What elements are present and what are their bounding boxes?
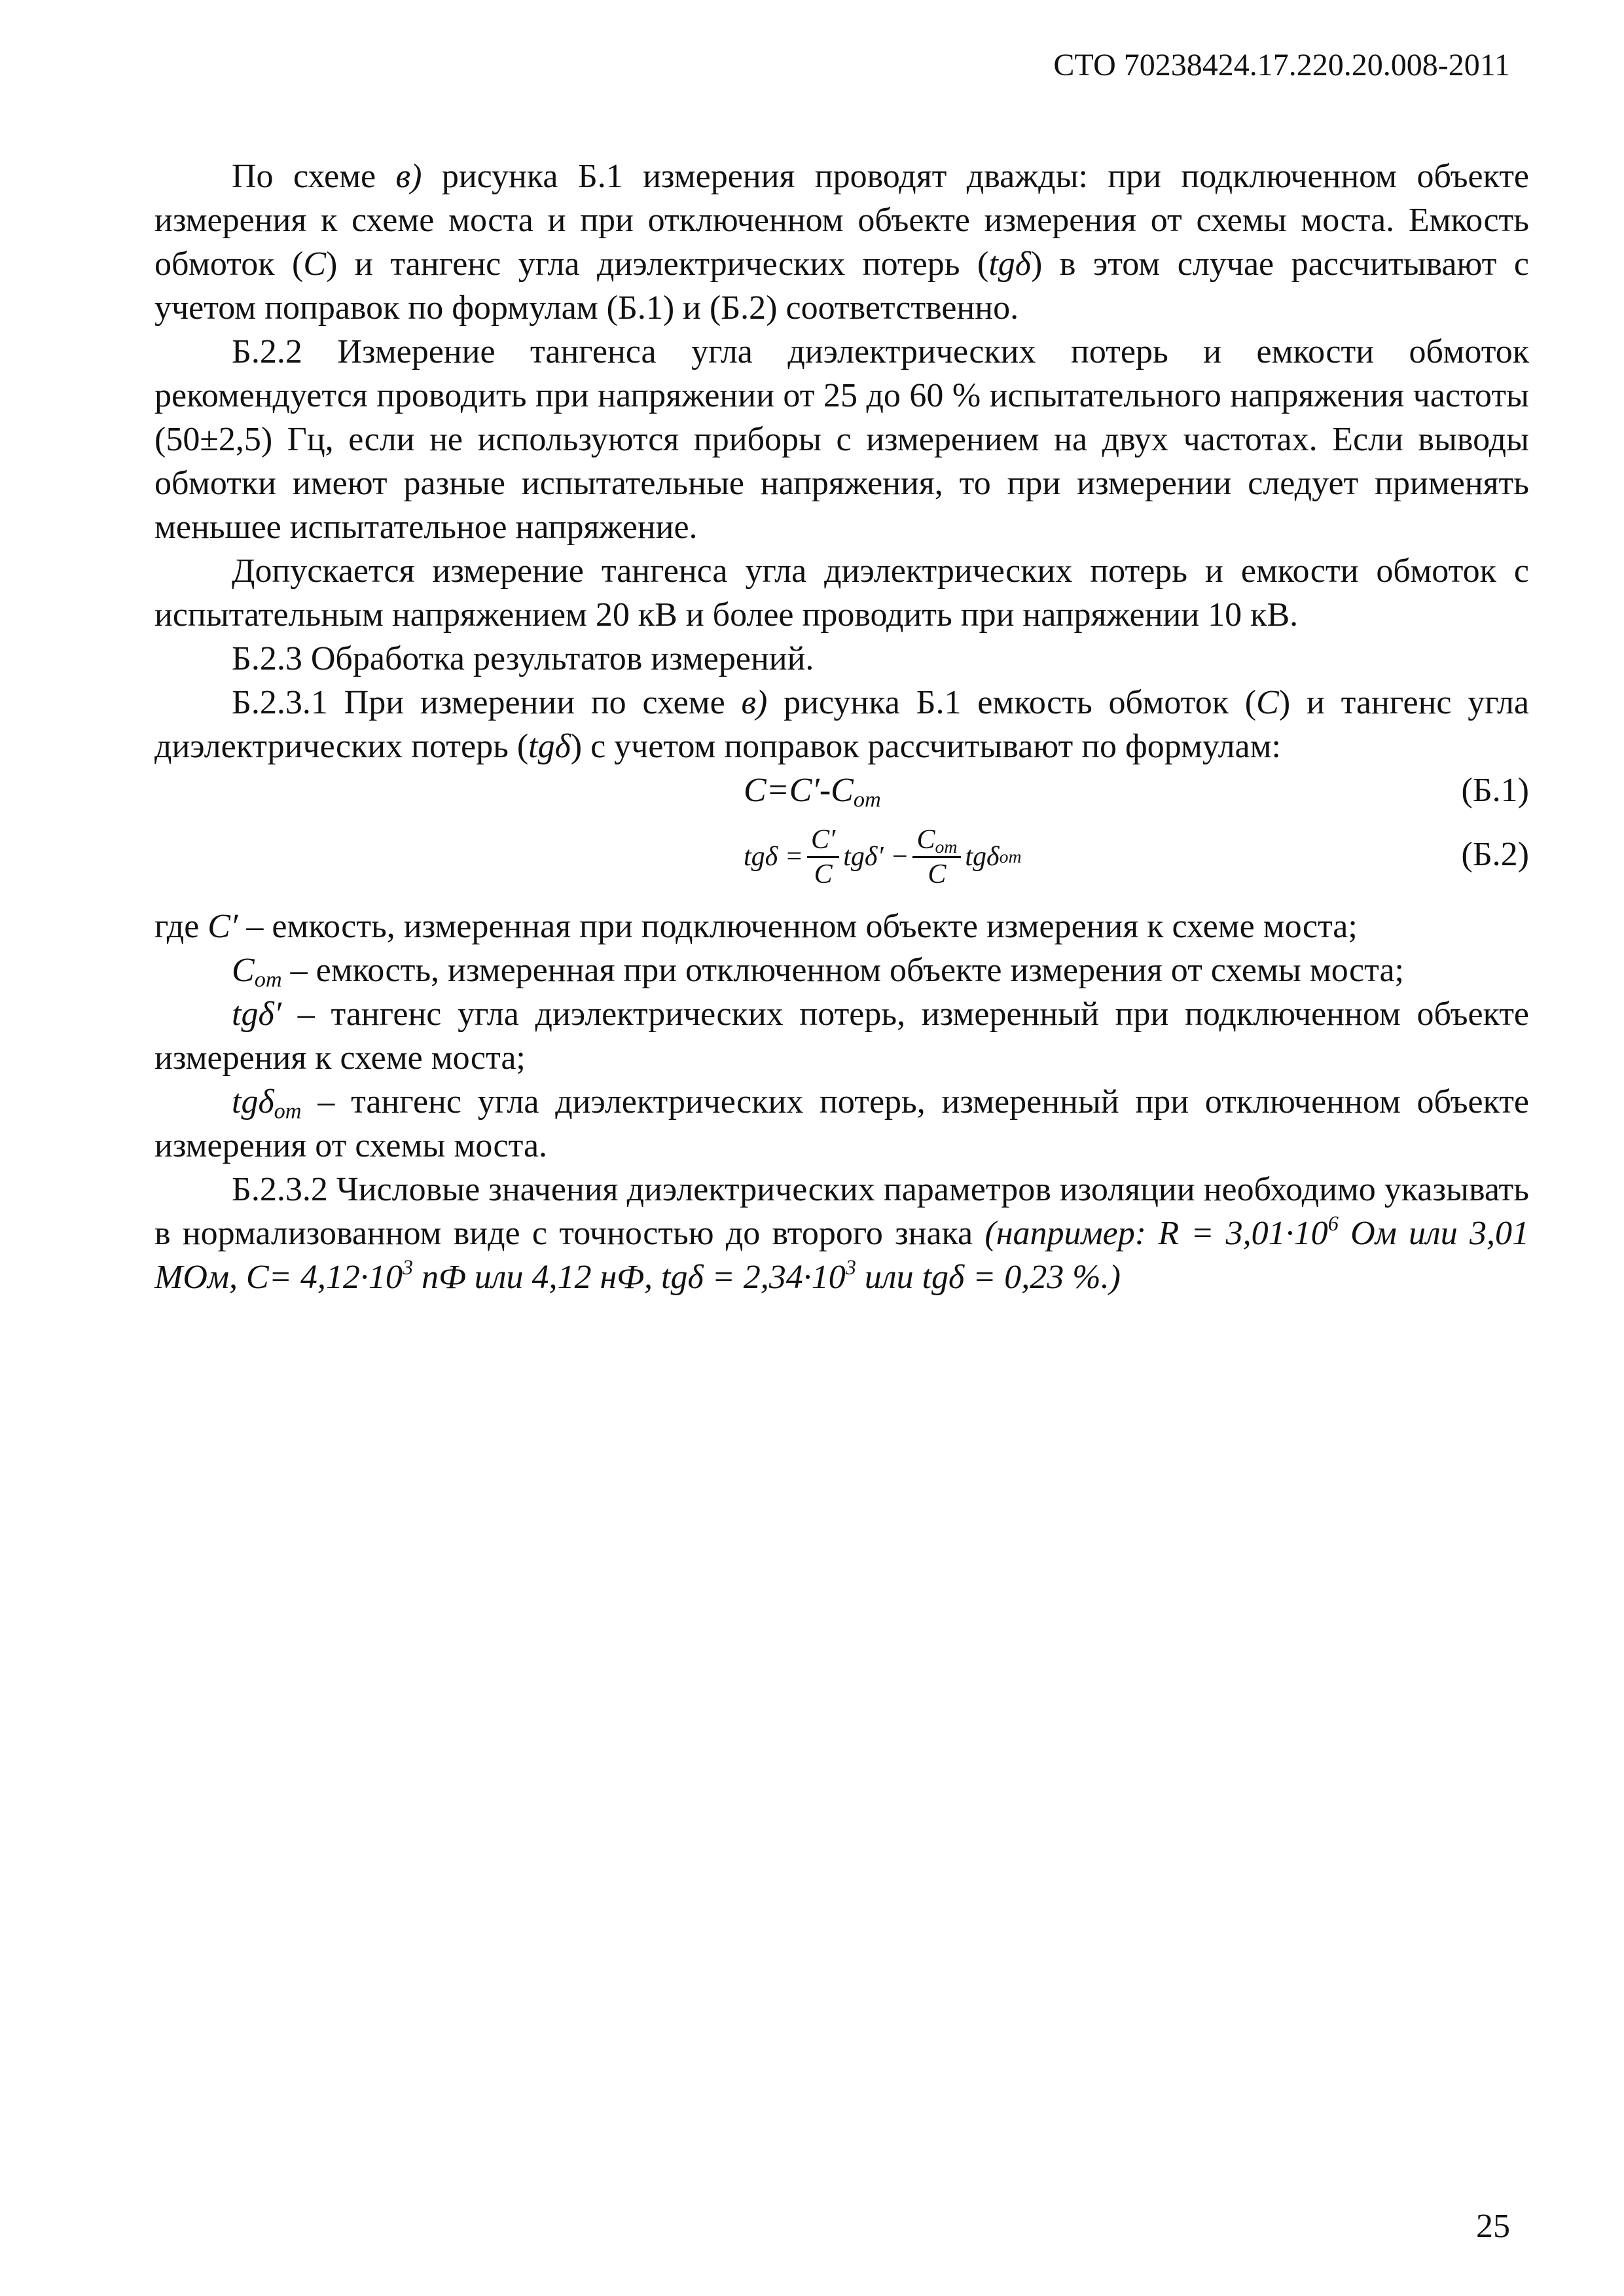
variable-tgd-ot xyxy=(232,1083,302,1124)
text-run: ) в этом случае рассчитывают с учетом поправок по формулам (Б.1) и (Б.2) соответственно. xyxy=(154,245,1529,327)
where-definition: – тангенс угла диэлектрических потерь, измеренный при подключенном объекте измерения к схеме моста; xyxy=(154,996,1529,1077)
where-lead: где xyxy=(154,908,208,945)
variable-tgd-prime: tgδ′ xyxy=(232,996,281,1033)
variable-c: C xyxy=(303,245,327,283)
fraction-c-ot-over-c xyxy=(912,823,961,891)
formula-b2-mid: tgδ′ − xyxy=(843,841,909,872)
where-item-c-prime xyxy=(154,905,1529,948)
text-run: ) с учетом поправок рассчитывают по формулам: xyxy=(570,728,1281,765)
formula-b1 xyxy=(154,768,1529,818)
formula-b2-lhs: tgδ = xyxy=(744,841,804,872)
variable-tgd: tgδ xyxy=(988,245,1031,283)
paragraph-b-2-3-2 xyxy=(154,1168,1529,1299)
document-code-header: СТО 70238424.17.220.20.008-2011 xyxy=(1053,48,1510,82)
variable-sub: от xyxy=(274,1098,302,1124)
numerator-main: C xyxy=(916,824,935,855)
variable-main: tgδ xyxy=(232,1083,274,1121)
document-body xyxy=(154,154,1529,1299)
variable-c: C xyxy=(1256,684,1279,721)
scheme-ref: в) xyxy=(395,158,422,195)
text-run: Б.2.3.1 При измерении по схеме xyxy=(232,684,742,721)
scheme-ref: в) xyxy=(741,684,768,721)
formula-b2 xyxy=(154,818,1529,895)
note-run: пФ или 4,12 нФ, tgδ = 2,34·10 xyxy=(412,1259,846,1296)
where-definition: – тангенс угла диэлектрических потерь, измеренный при отключенном объекте измерения от схемы моста. xyxy=(154,1083,1529,1164)
note-exponent: 3 xyxy=(402,1255,413,1280)
variable-sub: от xyxy=(254,967,282,992)
variable-main: C xyxy=(232,952,255,989)
formula-b1-sub: от xyxy=(853,787,881,812)
formula-b2-number: (Б.2) xyxy=(1461,836,1529,873)
paragraph-b-2-3: Б.2.3 Обработка результатов измерений. xyxy=(232,640,814,677)
note-exponent: 6 xyxy=(1327,1211,1339,1236)
where-item-tgd-ot xyxy=(154,1080,1529,1168)
formula-b1-number: (Б.1) xyxy=(1461,772,1529,809)
where-item-tgd-prime xyxy=(154,992,1529,1080)
text-run: ) и тангенс угла диэлектрических потерь ( xyxy=(326,245,989,283)
variable-c-prime: C′ xyxy=(208,908,238,945)
note-run: или tgδ = 0,23 %.) xyxy=(856,1259,1121,1296)
text-run: рисунка Б.1 емкость обмоток ( xyxy=(767,684,1257,721)
text-run: По схеме xyxy=(232,158,396,195)
text-run: ) и тангенс угла диэлектрических потерь ( xyxy=(154,684,1530,765)
formula-b2-tail: tgδ xyxy=(965,841,1000,872)
paragraph-scheme-b xyxy=(154,154,1529,330)
where-item-c-ot xyxy=(154,948,1529,992)
where-definition: – емкость, измеренная при подключенном объекте измерения к схеме моста; xyxy=(238,908,1358,945)
fraction-denominator: C xyxy=(814,859,833,889)
variable-c-ot xyxy=(232,952,282,992)
formula-b2-expression: tgδ = $\frac{C'}{C}$ tgδ′ − $\frac{C_{от}}{C}$ tgδ от xyxy=(744,824,1022,889)
fraction-c-prime-over-c xyxy=(807,823,839,891)
page-number: 25 xyxy=(1476,2208,1510,2245)
paragraph-b-2-3-1 xyxy=(154,681,1529,768)
paragraph-allowed-measurement: Допускается измерение тангенса угла диэлектрических потерь и емкости обмоток с испытательным напряжением 20 кВ и более проводить при напряжении 10 кВ. xyxy=(154,552,1529,634)
note-run: Ом или 3,01 МОм, C= 4,12·10 xyxy=(154,1215,1529,1296)
fraction-denominator: C xyxy=(928,859,947,889)
variable-tgd: tgδ xyxy=(528,728,571,765)
where-definition: – емкость, измеренная при отключенном объекте измерения от схемы моста; xyxy=(281,952,1404,989)
formula-b1-lhs: C=C′-C xyxy=(744,772,854,809)
numerator-sub: от xyxy=(935,836,958,857)
note-exponent: 3 xyxy=(845,1255,856,1280)
formula-b1-expression xyxy=(744,768,881,812)
fraction-numerator: C′ xyxy=(807,823,839,858)
text-run: рисунка Б.1 измерения проводят дважды: при подключенном объекте измерения к схеме моста и при отключенном объекте измерения от схемы моста. Емкость обмоток ( xyxy=(154,158,1530,283)
note-run: (например: R = 3,01·10 xyxy=(984,1215,1328,1252)
fraction-numerator xyxy=(912,823,961,858)
text-run: Б.2.3.2 Числовые значения диэлектрических параметров изоляции необходимо указывать в нормализованном виде с точностью до второго знака xyxy=(154,1171,1529,1252)
paragraph-b-2-2: Б.2.2 Измерение тангенса угла диэлектрических потерь и емкости обмоток рекомендуется проводить при напряжении от 25 до 60 % испытательного напряжения частоты (50±2,5) Гц, если не используются приборы с измерением на двух частотах. Если выводы обмотки имеют разные испытательные напряжения, то при измерении следует применять меньшее испытательное напряжение. xyxy=(154,333,1529,546)
